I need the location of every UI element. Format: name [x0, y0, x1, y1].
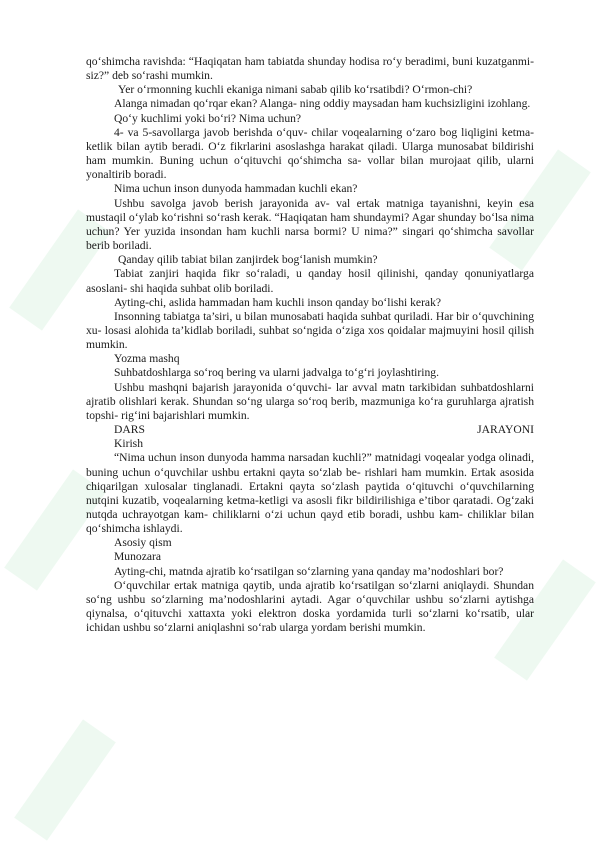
paragraph: Alanga nimadan qo‘rqar ekan? Alanga- ning oddiy maysadan ham kuchsizligini izohlang.	[114, 97, 531, 111]
paragraph: qo‘shimcha ravishda: “Haqiqatan ham tabiatda shunday hodisa ro‘y beradimi, buni kuzatganmi- siz?” deb so‘rashi mumkin.	[86, 55, 534, 83]
paragraph: Nima uchun inson dunyoda hammadan kuchli ekan?	[114, 182, 358, 196]
paragraph: Ushbu mashqni bajarish jarayonida o‘quvchi- lar avval matn tarkibidan suhbatdoshlarni ajratib olishlari kerak. Shundan so‘ng ularga so‘roq berib, mazmuniga ko‘ra guruhlarga ajratish topshi- rig‘ini bajarishlari mumkin.	[86, 380, 534, 422]
document-body	[86, 55, 534, 635]
paragraph-group	[86, 437, 534, 635]
paragraph: Suhbatdoshlarga so‘roq bering va ularni jadvalga to‘g‘ri joylashtiring.	[114, 366, 439, 380]
paragraph: Munozara	[114, 550, 161, 564]
paragraph: Ayting-chi, aslida hammadan ham kuchli inson qanday bo‘lishi kerak?	[114, 295, 442, 309]
paragraph: 4- va 5-savollarga javob berishda o‘quv- chilar voqealarning o‘zaro bog liqligini ketma-ketlik bilan aytib beradi. O‘z fikrlarini asoslashga harakat qiladi. Ularga munosabat bildirishi ham mumkin. Buning uchun o‘qituvchi qo‘shimcha sa- vollar bilan murojaat qilib, ularni yonaltirib boradi.	[86, 125, 534, 182]
paragraph: Qo‘y kuchlimi yoki bo‘ri? Nima uchun?	[114, 111, 302, 125]
paragraph: Ushbu savolga javob berish jarayonida av- val ertak matniga tayanishni, keyin esa mustaqil o‘ylab ko‘rishni so‘rash kerak. “Haqiqatan ham shundaymi? Agar shunday bo‘lsa nima uchun? Yer yuzida insondan ham kuchli narsa bormi? U nima?” singari qo‘shimcha savollar berib boriladi.	[86, 196, 534, 253]
section-heading	[86, 423, 534, 437]
paragraph: Ayting-chi, matnda ajratib ko‘rsatilgan so‘zlarning yana qanday ma’nodoshlari bor?	[114, 564, 504, 578]
paragraph: “Nima uchun inson dunyoda hamma narsadan kuchli?” matnidagi voqealar yodga olinadi, buning uchun o‘quvchilar ushbu ertakni qayta so‘zlab be- rishlari ham mumkin. Ertak asosida chiqarilgan xulosalar tinglanadi. Ertakni qayta so‘zlash paytida o‘qituvchi o‘quvchilarning nutqini kuzatib, voqealarning ketma-ketligi va asosli fikr bildirilishiga e’tibor qaratadi. Og‘zaki nutqda uchrayotgan kam- chiliklarni o‘zi uchun qayd etib boradi, ushbu kam- chiliklar bilan qo‘shimcha ishlaydi.	[86, 451, 534, 536]
paragraph: Tabiat zanjiri haqida fikr so‘raladi, u qanday hosil qilinishi, qanday qonuniyatlarga asoslani- shi haqida suhbat olib boriladi.	[86, 267, 534, 295]
heading-right: JARAYONI	[477, 423, 534, 437]
paragraph: Kirish	[114, 437, 143, 451]
paragraph: Insonning tabiatga ta’siri, u bilan munosabati haqida suhbat quriladi. Har bir o‘quvchining xu- losasi alohida ta’kidlab boriladi, suhbat so‘ngida o‘ziga xos qoidalar majmuyini hosil qilish mumkin.	[86, 309, 534, 352]
heading-left: DARS	[114, 423, 145, 437]
paragraph-group	[86, 55, 534, 423]
paragraph: Asosiy qism	[114, 536, 172, 550]
paragraph: Yer o‘rmonning kuchli ekaniga nimani sabab qilib ko‘rsatibdi? O‘rmon-chi?	[118, 83, 473, 97]
watermark-stripe	[14, 719, 116, 840]
paragraph: Yozma mashq	[114, 352, 180, 366]
paragraph: O‘quvchilar ertak matniga qaytib, unda ajratib ko‘rsatilgan so‘zlarni aniqlaydi. Shundan so‘ng ushbu so‘zlarning ma’nodoshlarini aytadi. Agar o‘quvchilar ushbu so‘zlarni aytishga qiynalsa, o‘qituvchi xattaxta yoki elektron doska yordamida turli so‘zlarni ko‘rsatib, ular ichidan ushbu so‘zlarni aniqlashni so‘rab ularga yordam berishi mumkin.	[86, 578, 534, 635]
paragraph: Qanday qilib tabiat bilan zanjirdek bog‘lanish mumkin?	[118, 253, 378, 267]
